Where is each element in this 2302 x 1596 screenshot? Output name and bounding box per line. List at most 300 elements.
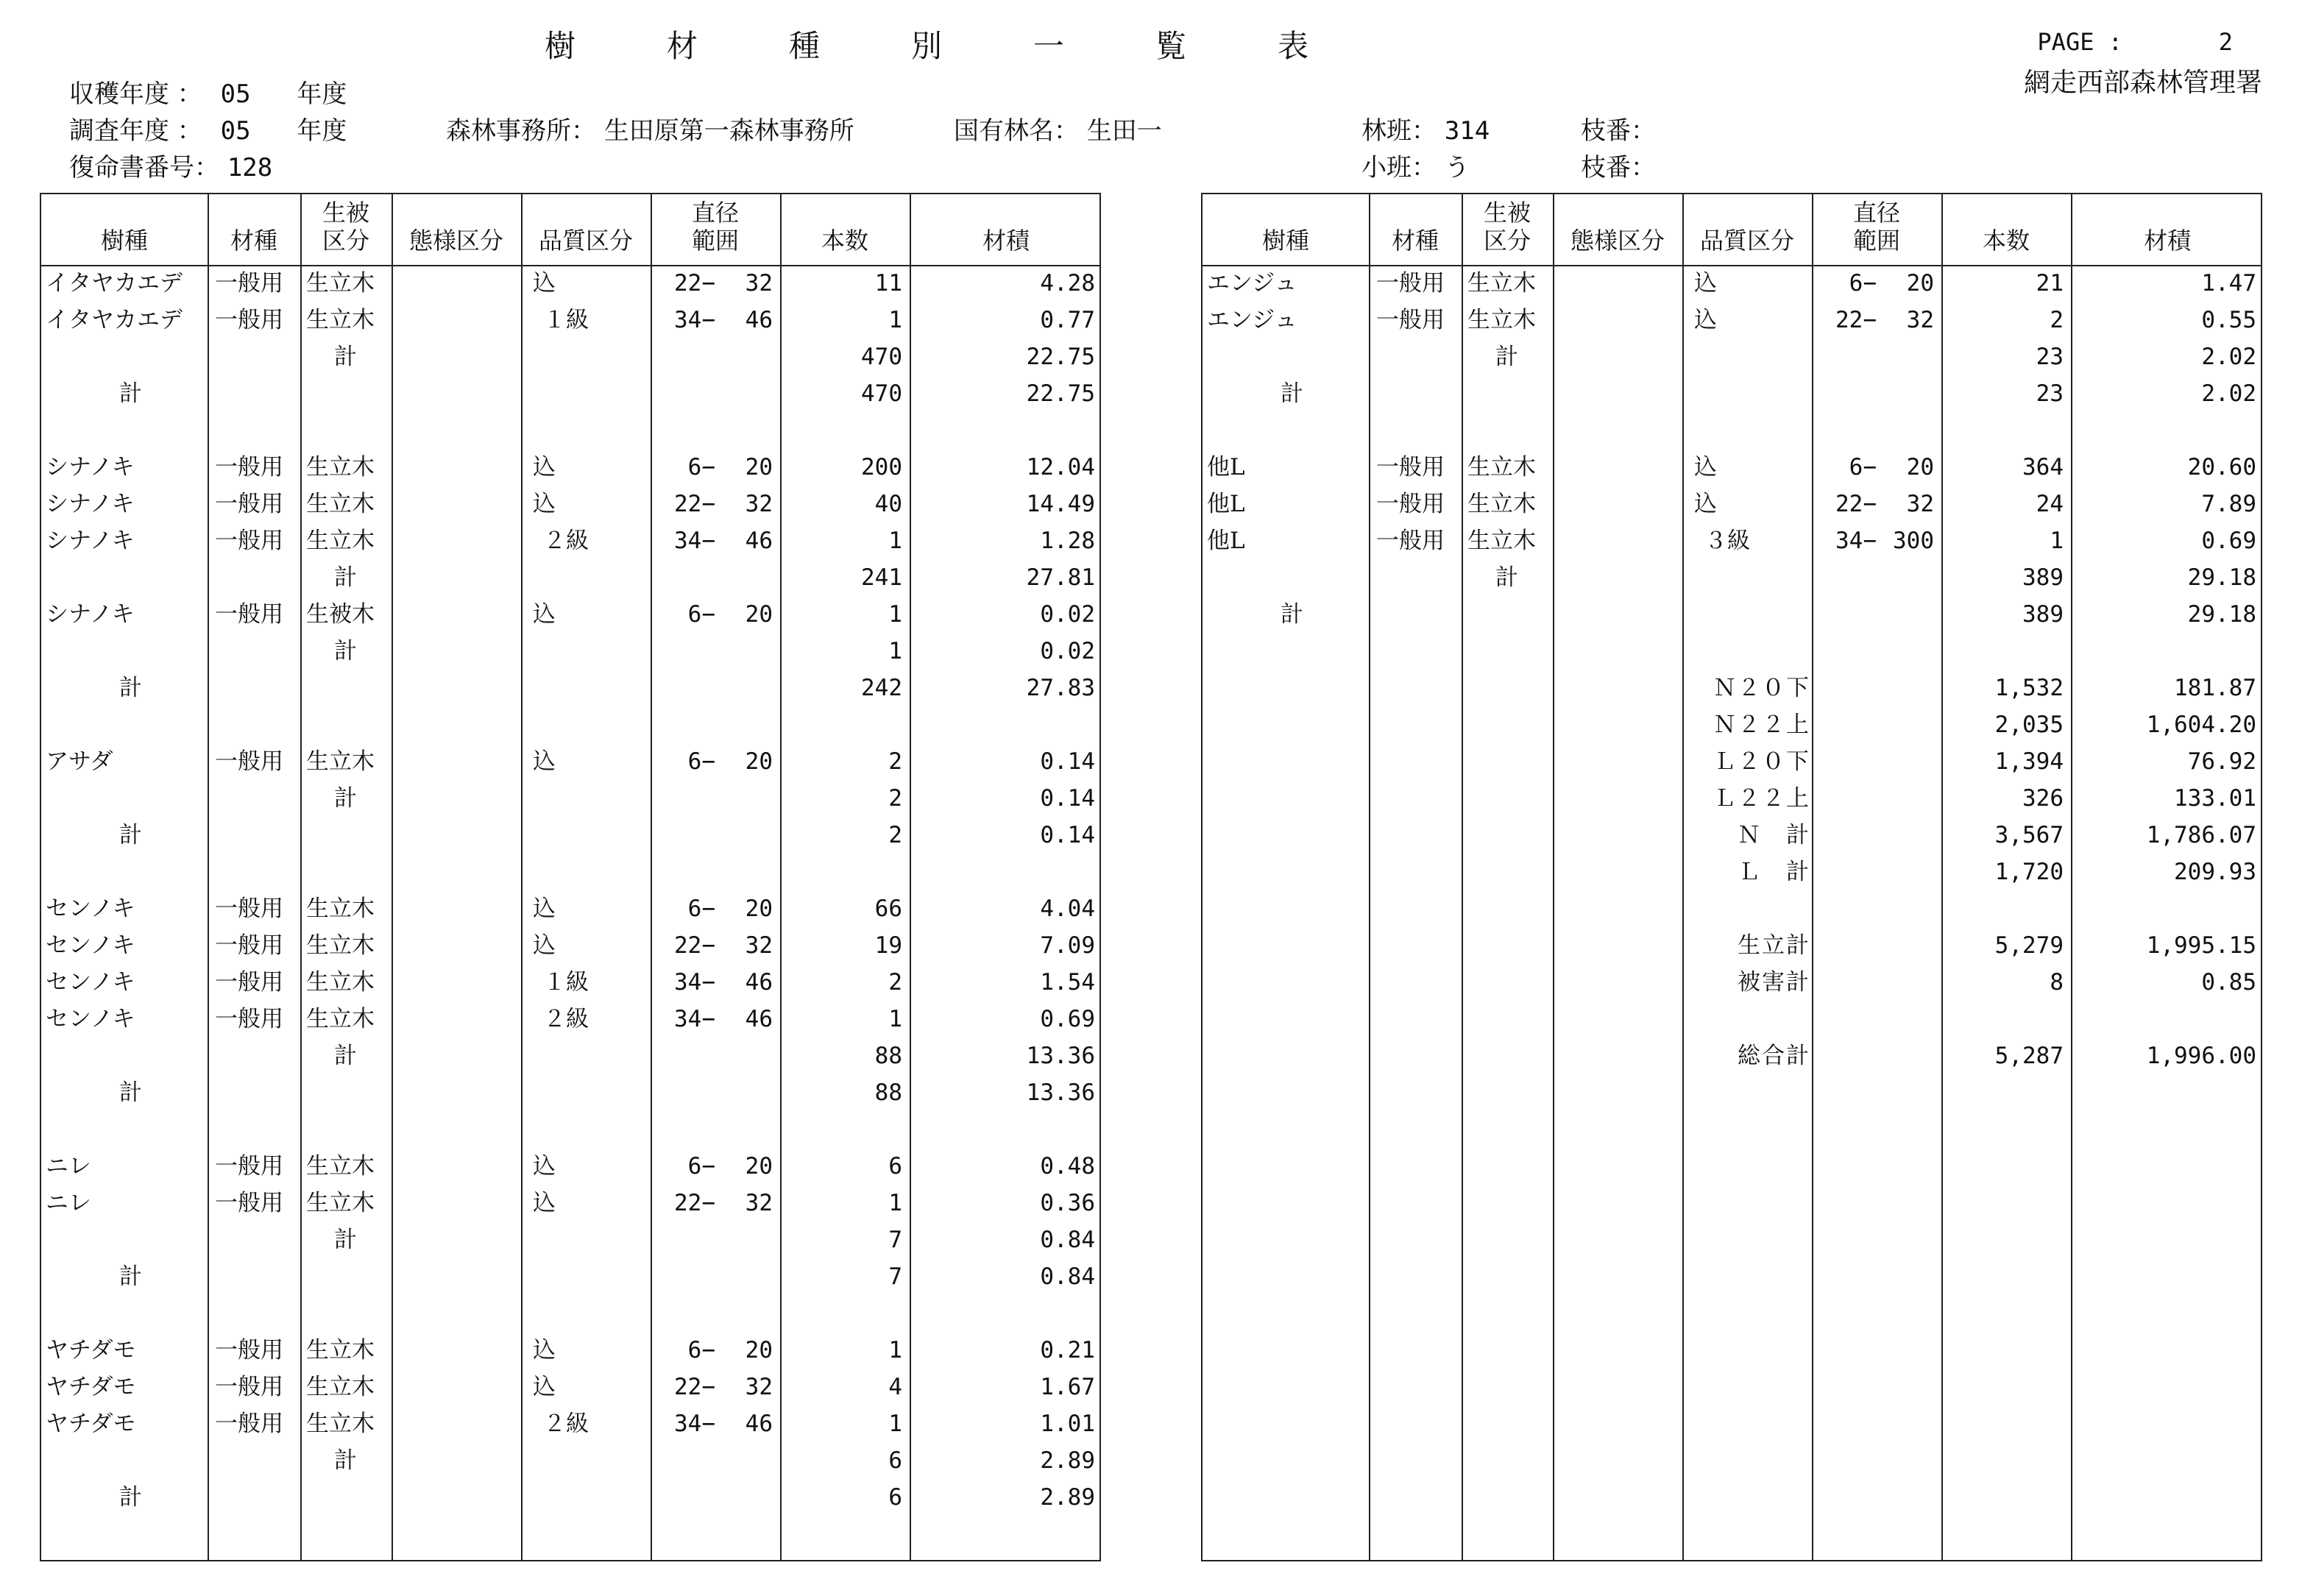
alive-cell: 生立木 [306,307,375,333]
material-cell: 一般用 [1376,307,1445,333]
volume-cell: 27.81 [1026,564,1095,591]
alive-cell: 生被木 [306,601,375,628]
species-cell: シナノキ [46,601,135,628]
table-row [1203,854,2261,890]
column-header-volume: 材積 [2143,227,2191,255]
right-table [1201,193,2262,1561]
species-cell: センノキ [46,1006,135,1032]
volume-cell: 1.67 [1040,1374,1095,1400]
alive-cell: 生立木 [1467,454,1536,480]
table-row [1203,412,2261,449]
diameter-from: 22− [674,491,715,517]
volume-cell: 1,786.07 [2146,822,2256,848]
table-row [41,1148,1099,1185]
branch-line [1581,110,1656,146]
material-cell: 一般用 [1376,454,1445,480]
table-row [41,1185,1099,1221]
quality-cell: １級 [543,307,589,333]
alive-cell: 生立木 [306,1153,375,1180]
species-cell: ヤチダモ [46,1411,136,1437]
table-row [41,780,1099,817]
species-cell: エンジュ [1207,307,1297,333]
material-cell: 一般用 [215,528,283,554]
material-cell: 一般用 [215,270,283,297]
volume-cell: 13.36 [1026,1043,1095,1069]
forest-office-label: 森林事務所： [446,116,596,146]
volume-cell: 1,995.15 [2146,932,2256,959]
alive-cell: 生立木 [306,1411,375,1437]
count-cell: 1 [888,1337,902,1363]
volume-cell: 0.77 [1040,307,1095,333]
table-row [1203,449,2261,486]
group-total-label: 計 [119,380,142,407]
quality-cell: ２級 [543,528,589,554]
alive-cell: 生立木 [306,895,375,922]
group-total-label: 計 [119,1079,142,1106]
diameter-to: 32 [745,1190,773,1216]
count-cell: 1,720 [1994,859,2064,885]
column-header-species: 樹種 [1261,227,1309,255]
table-row [1203,890,2261,927]
material-cell: 一般用 [215,601,283,628]
diameter-to: 32 [745,1374,773,1400]
diameter-to: 32 [1906,491,1934,517]
national-forest-label: 国有林名： [954,116,1079,146]
quality-cell: 込 [533,932,556,959]
diameter-to: 32 [1906,307,1934,333]
volume-cell: 0.85 [2201,969,2256,996]
column-header-diameter: 直径 [691,199,739,227]
column-header-quality: 品質区分 [538,227,633,255]
count-cell: 1 [888,638,902,664]
count-cell: 241 [861,564,902,591]
table-row [1203,927,2261,964]
volume-cell: 2.02 [2201,380,2256,407]
table-row [41,522,1099,559]
count-cell: 1 [888,1006,902,1032]
table-row [41,412,1099,449]
material-cell: 一般用 [215,895,283,922]
alive-cell: 生立木 [1467,270,1536,297]
table-row [41,670,1099,706]
diameter-from: 6− [1849,270,1877,297]
diameter-to: 46 [745,307,773,333]
volume-cell: 181.87 [2174,675,2256,701]
volume-cell: 27.83 [1026,675,1095,701]
diameter-to: 46 [745,1411,773,1437]
harvest-year-line [69,74,347,110]
subtotal-label: 計 [334,785,357,812]
volume-cell: 0.36 [1040,1190,1095,1216]
count-cell: 66 [874,895,902,922]
count-cell: 8 [2050,969,2064,996]
count-cell: 88 [874,1079,902,1106]
table-row [1203,486,2261,522]
diameter-from: 22− [1835,307,1877,333]
count-cell: 2 [888,748,902,775]
alive-cell: 生立木 [1467,528,1536,554]
diameter-from: 34− [674,528,715,554]
diameter-from: 6− [1849,454,1877,480]
quality-cell: 込 [1694,491,1717,517]
alive-cell: 生立木 [306,1337,375,1363]
quality-cell: 込 [533,491,556,517]
species-cell: 他L [1207,528,1245,554]
diameter-from: 6− [687,748,715,775]
diameter-to: 46 [745,528,773,554]
material-cell: 一般用 [215,969,283,996]
table-row [41,927,1099,964]
count-cell: 6 [888,1153,902,1180]
title-char: 覧 [1155,28,1189,64]
species-cell: センノキ [46,969,135,996]
quality-cell: 込 [533,1374,556,1400]
column-header-count: 本数 [1982,227,2030,255]
diameter-from: 6− [687,601,715,628]
group-total-label: 計 [119,1263,142,1290]
species-cell: ニレ [46,1153,91,1180]
table-body [41,265,1099,1516]
office-name: 網走西部森林管理署 [2023,68,2262,98]
quality-cell: 込 [1694,307,1717,333]
survey-year-line [69,110,347,146]
column-header-mode: 態様区分 [1570,227,1665,255]
branch2-label: 枝番： [1581,153,1656,182]
column-header-alive: 区分 [322,227,369,255]
table-row [41,375,1099,412]
compartment-value: 314 [1444,116,1490,146]
alive-cell: 生立木 [306,1374,375,1400]
survey-year-value: 05 [220,116,251,146]
compartment-line [1361,110,1490,146]
table-row [1203,633,2261,670]
group-total-label: 計 [1281,601,1303,628]
subtotal-label: 計 [1495,564,1518,591]
species-cell: 他L [1207,491,1245,517]
table-row [41,1258,1099,1295]
diameter-to: 46 [745,1006,773,1032]
volume-cell: 4.28 [1040,270,1095,297]
count-cell: 242 [861,675,902,701]
table-row [41,706,1099,743]
subcompartment-line [1361,147,1470,183]
table-row [41,1332,1099,1369]
table-row [1203,1001,2261,1038]
volume-cell: 1,604.20 [2146,712,2256,738]
diameter-from: 6− [687,454,715,480]
volume-cell: 209.93 [2174,859,2256,885]
count-cell: 2,035 [1994,712,2064,738]
diameter-from: 22− [674,932,715,959]
forest-office-line [446,110,854,146]
column-header-diameter: 範囲 [691,227,739,255]
count-cell: 200 [861,454,902,480]
table-row [41,1369,1099,1405]
volume-cell: 0.55 [2201,307,2256,333]
compartment-label: 林班： [1361,116,1437,146]
table-row [41,559,1099,596]
subtotal-label: 計 [334,1043,357,1069]
count-cell: 24 [2036,491,2064,517]
volume-cell: 1.28 [1040,528,1095,554]
subtotal-label: 計 [334,1447,357,1474]
count-cell: 1 [888,601,902,628]
alive-cell: 生立木 [1467,307,1536,333]
column-header-alive: 生被 [1483,199,1531,227]
volume-cell: 7.89 [2201,491,2256,517]
count-cell: 1,532 [1994,675,2064,701]
subcompartment-value: う [1444,153,1470,182]
species-cell: エンジュ [1207,270,1297,297]
quality-cell: 込 [533,1153,556,1180]
diameter-to: 32 [745,270,773,297]
diameter-to: 20 [745,1153,773,1180]
material-cell: 一般用 [1376,491,1445,517]
group-total-label: 計 [1281,380,1303,407]
table-row [41,1111,1099,1148]
table-row [1203,338,2261,375]
table-row [41,486,1099,522]
table-row [41,1001,1099,1038]
count-cell: 5,279 [1994,932,2064,959]
report-number-label: 復命書番号： [69,153,219,182]
volume-cell: 29.18 [2187,564,2256,591]
volume-cell: 0.14 [1040,822,1095,848]
species-cell: 他L [1207,454,1245,480]
title-char: 別 [911,28,944,64]
title-char: 種 [789,28,822,64]
table-body [1203,265,2261,1074]
table-row [1203,743,2261,780]
alive-cell: 生立木 [306,491,375,517]
table-row [41,743,1099,780]
quality-cell: ２級 [543,1006,589,1032]
table-row [41,1295,1099,1332]
material-cell: 一般用 [215,1374,283,1400]
volume-cell: 1,996.00 [2146,1043,2256,1069]
count-cell: 389 [2022,564,2064,591]
table-row [41,1038,1099,1074]
survey-year-unit: 年度 [297,116,347,146]
count-cell: 23 [2036,380,2064,407]
count-cell: 88 [874,1043,902,1069]
count-cell: 7 [888,1263,902,1290]
volume-cell: 2.02 [2201,344,2256,370]
count-cell: 1 [888,1411,902,1437]
volume-cell: 0.14 [1040,785,1095,812]
count-cell: 11 [874,270,902,297]
volume-cell: 0.69 [1040,1006,1095,1032]
species-cell: ヤチダモ [46,1337,136,1363]
count-cell: 2 [888,969,902,996]
table-row [41,302,1099,338]
branch-label: 枝番： [1581,116,1656,146]
diameter-to: 20 [745,748,773,775]
title-char: 表 [1278,28,1311,64]
material-cell: 一般用 [215,491,283,517]
diameter-to: 32 [745,491,773,517]
material-cell: 一般用 [215,748,283,775]
table-row [41,1479,1099,1516]
volume-cell: 4.04 [1040,895,1095,922]
volume-cell: 0.84 [1040,1263,1095,1290]
table-row [41,817,1099,854]
column-header-alive: 区分 [1483,227,1531,255]
table-row [1203,1038,2261,1074]
volume-cell: 133.01 [2174,785,2256,812]
page-label: PAGE : [2037,28,2122,56]
page-indicator [2037,28,2233,56]
summary-label: 被害計 [1738,969,1810,996]
volume-cell: 22.75 [1026,380,1095,407]
count-cell: 2 [888,785,902,812]
table-row [41,1074,1099,1111]
column-header-species: 樹種 [100,227,148,255]
alive-cell: 生立木 [306,932,375,959]
quality-cell: ３級 [1704,528,1750,554]
count-cell: 5,287 [1994,1043,2064,1069]
alive-cell: 生立木 [306,270,375,297]
species-cell: アサダ [46,748,113,775]
count-cell: 326 [2022,785,2064,812]
table-row [1203,596,2261,633]
alive-cell: 生立木 [306,1006,375,1032]
quality-cell: 込 [1694,270,1717,297]
summary-label: Ｌ２２上 [1713,785,1810,812]
table-row [1203,559,2261,596]
alive-cell: 生立木 [1467,491,1536,517]
species-cell: ヤチダモ [46,1374,136,1400]
material-cell: 一般用 [215,1153,283,1180]
material-cell: 一般用 [215,1411,283,1437]
diameter-from: 6− [687,1337,715,1363]
count-cell: 40 [874,491,902,517]
column-header-alive: 生被 [322,199,369,227]
table-row [41,596,1099,633]
report-number-line [69,147,272,183]
column-header-count: 本数 [821,227,868,255]
column-header-quality: 品質区分 [1699,227,1794,255]
group-total-label: 計 [119,1484,142,1511]
column-header-material: 材種 [1391,227,1439,255]
alive-cell: 生立木 [306,969,375,996]
title-char: 一 [1033,28,1066,64]
table-row [1203,302,2261,338]
diameter-from: 34− [674,1411,715,1437]
national-forest-value: 生田一 [1086,116,1162,146]
harvest-year-label: 収穫年度 ： [69,79,202,109]
count-cell: 3,567 [1994,822,2064,848]
alive-cell: 生立木 [306,748,375,775]
diameter-from: 34− [1835,528,1877,554]
volume-cell: 76.92 [2187,748,2256,775]
volume-cell: 13.36 [1026,1079,1095,1106]
volume-cell: 14.49 [1026,491,1095,517]
subtotal-label: 計 [334,1227,357,1253]
alive-cell: 生立木 [306,454,375,480]
volume-cell: 1.01 [1040,1411,1095,1437]
document-title [545,22,1400,66]
table-row [1203,265,2261,302]
count-cell: 6 [888,1447,902,1474]
column-header-diameter: 直径 [1852,199,1900,227]
table-row [1203,780,2261,817]
count-cell: 2 [888,822,902,848]
left-table [40,193,1101,1561]
species-cell: シナノキ [46,528,135,554]
group-total-label: 計 [119,822,142,848]
quality-cell: 込 [533,895,556,922]
table-row [41,890,1099,927]
diameter-from: 34− [674,1006,715,1032]
table-row [41,633,1099,670]
quality-cell: 込 [533,270,556,297]
summary-label: Ｎ２２上 [1713,712,1810,738]
count-cell: 389 [2022,601,2064,628]
summary-label: Ｎ２０下 [1713,675,1810,701]
column-header-diameter: 範囲 [1852,227,1900,255]
count-cell: 19 [874,932,902,959]
count-cell: 1 [888,528,902,554]
table-row [41,854,1099,890]
column-header-material: 材種 [230,227,277,255]
table-row [41,265,1099,302]
table-row [1203,706,2261,743]
diameter-to: 20 [745,601,773,628]
branch2-line [1581,147,1656,183]
material-cell: 一般用 [215,307,283,333]
species-cell: センノキ [46,932,135,959]
material-cell: 一般用 [215,932,283,959]
national-forest-line [954,110,1162,146]
count-cell: 2 [2050,307,2064,333]
diameter-to: 20 [745,895,773,922]
diameter-to: 20 [1906,454,1934,480]
title-char: 樹 [545,28,578,64]
quality-cell: 込 [533,748,556,775]
alive-cell: 生立木 [306,528,375,554]
column-header-volume: 材積 [982,227,1030,255]
volume-cell: 22.75 [1026,344,1095,370]
volume-cell: 0.21 [1040,1337,1095,1363]
subtotal-label: 計 [334,564,357,591]
group-total-label: 計 [119,675,142,701]
material-cell: 一般用 [215,1006,283,1032]
count-cell: 1 [888,1190,902,1216]
forest-office-value: 生田原第一森林事務所 [603,116,854,146]
count-cell: 23 [2036,344,2064,370]
summary-label: Ｌ 計 [1738,859,1810,885]
report-number-value: 128 [227,153,273,182]
diameter-to: 32 [745,932,773,959]
volume-cell: 0.02 [1040,601,1095,628]
subtotal-label: 計 [334,638,357,664]
count-cell: 364 [2022,454,2064,480]
table-row [41,338,1099,375]
title-char: 材 [667,28,700,64]
species-cell: イタヤカエデ [46,270,183,297]
survey-year-label: 調査年度 ： [69,116,202,146]
summary-label: 総合計 [1738,1043,1810,1069]
volume-cell: 2.89 [1040,1484,1095,1511]
diameter-from: 22− [674,1190,715,1216]
volume-cell: 29.18 [2187,601,2256,628]
species-cell: イタヤカエデ [46,307,183,333]
column-header-mode: 態様区分 [408,227,503,255]
volume-cell: 0.69 [2201,528,2256,554]
volume-cell: 0.14 [1040,748,1095,775]
diameter-to: 300 [1893,528,1934,554]
